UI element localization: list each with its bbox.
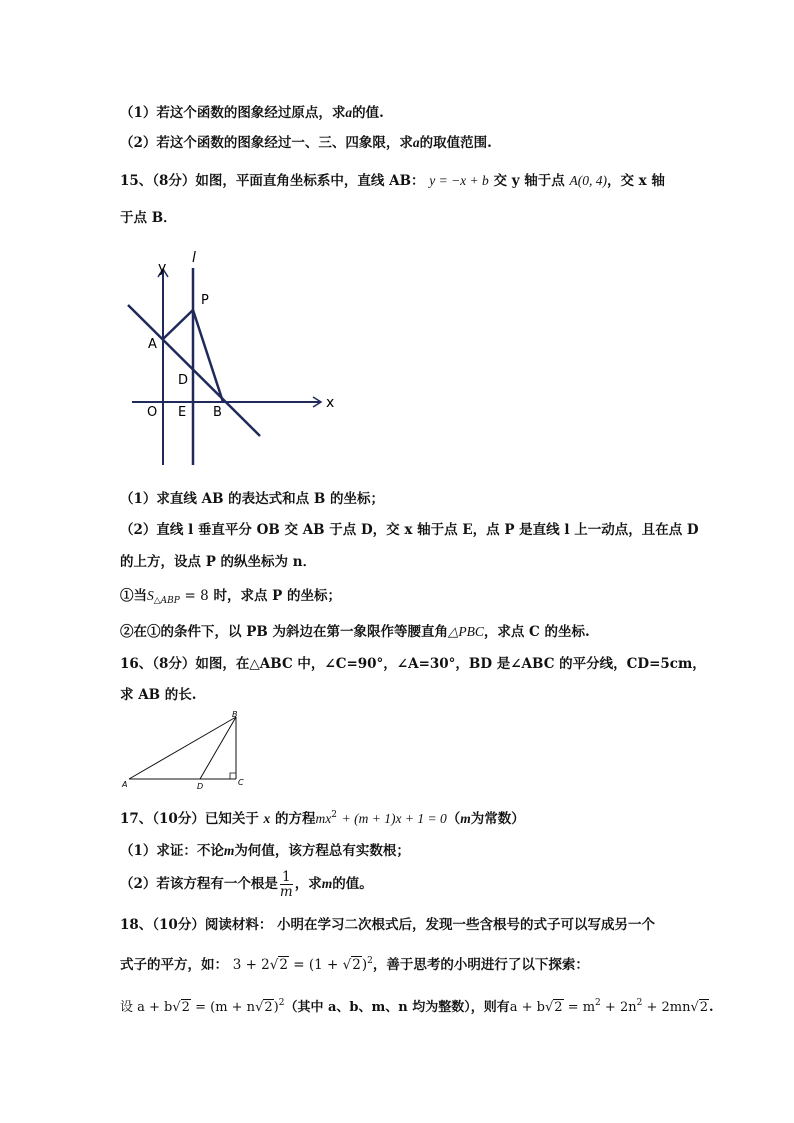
segment-pb [193, 310, 223, 402]
example-equation: $3 + 2√2 = (1 + √2)^2$ [232, 956, 373, 973]
equation-ab: y = −x + b [429, 173, 489, 188]
q17-sub2: （2）若该方程有一个根是 $\frac{1}{m}$ ，求m的值。 [120, 869, 373, 900]
q15-intro: 15、（8分）如图，平面直角坐标系中，直线 AB： y = −x + b 交 y 轴于点 A(0, 4)，交 x 轴 [120, 173, 665, 189]
q17-intro: 17、（10分）已知关于 x 的方程$mx^2 + (m + 1)x + 1 = 0(m$为常数） [120, 810, 525, 827]
fraction-one-over-m: $\frac{1}{m}$ [279, 869, 293, 900]
point-a-coord: A(0, 4) [569, 173, 607, 188]
label-b: B [232, 710, 238, 719]
coordinate-figure [120, 250, 350, 470]
segment-bd [200, 717, 236, 779]
q14-part1: （1）若这个函数的图象经过原点，求a的值. [120, 105, 384, 121]
q18-line1: 18、（10分）阅读材料： 小明在学习二次根式后，发现一些含根号的式子可以写成另一个 [120, 917, 656, 933]
label-d: D [178, 373, 189, 388]
q18-line2: 式子的平方，如： $3 + 2√2 = (1 + √2)^2$，善于思考的小明进行了以下探索： [120, 956, 589, 973]
label-a: A [122, 780, 128, 789]
triangle-figure [120, 708, 260, 792]
q15-intro-end: 于点 B． [120, 210, 177, 226]
q18-line3: 设 $a + b√2 = (m + n√2)^2$（其中 a、b、m、n 均为整数），则有$a + b√2 = m^2 + 2n^2 + 2mn√2$. [120, 998, 714, 1015]
label-b: B [213, 405, 222, 420]
q16-line1: 16、（8分）如图，在△ABC 中，∠C=90°，∠A=30°，BD 是∠ABC 的平分线，CD=5cm， [120, 656, 706, 672]
label-a: A [148, 337, 157, 352]
q15-case2: ②在①的条件下，以 PB 为斜边在第一象限作等腰直角△PBC，求点 C 的坐标. [120, 624, 590, 640]
q16-line2: 求 AB 的长. [120, 687, 197, 703]
side-ab [129, 717, 236, 779]
label-x: x [326, 395, 335, 411]
segment-ap [163, 310, 193, 339]
q17-sub1: （1）求证：不论m为何值，该方程总有实数根； [120, 843, 410, 859]
label-d: D [197, 782, 204, 791]
label-p: P [201, 293, 209, 308]
label-o: O [147, 405, 158, 420]
right-angle-mark [230, 773, 236, 779]
q14-part2: （2）若这个函数的图象经过一、三、四象限，求a的取值范围. [120, 135, 492, 151]
label-c: C [238, 778, 244, 787]
q15-sub1: （1）求直线 AB 的表达式和点 B 的坐标； [120, 491, 384, 507]
q15-sub2-line1: （2）直线 l 垂直平分 OB 交 AB 于点 D，交 x 轴于点 E，点 P 是直线 l 上一动点，且在点 D [120, 522, 699, 538]
label-e: E [178, 405, 187, 420]
label-y: y [158, 260, 167, 276]
q15-sub2-line2: 的上方，设点 P 的纵坐标为 n． [120, 554, 317, 570]
q15-case1: ①当$S_{\triangle ABP} = 8$ 时，求点 P 的坐标； [120, 588, 342, 606]
label-l: l [192, 250, 196, 266]
